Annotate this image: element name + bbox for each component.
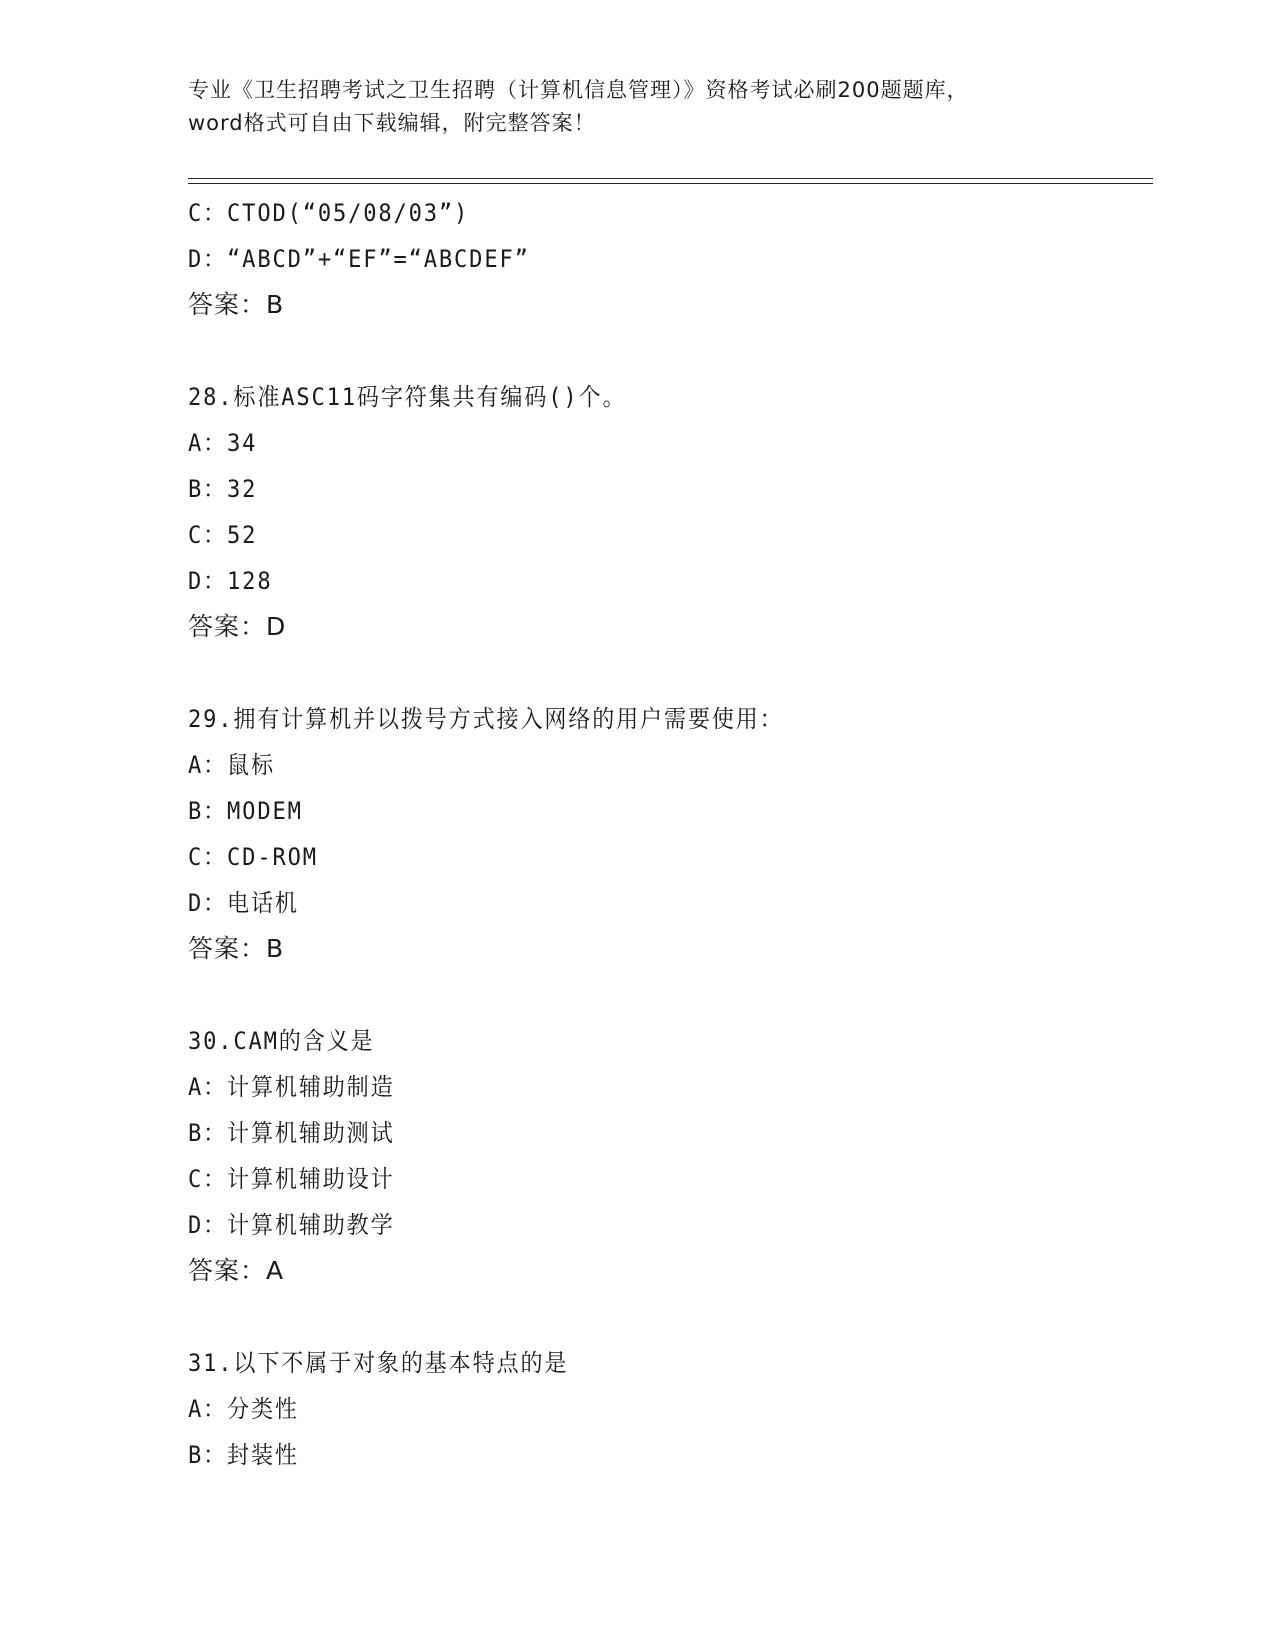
option-text: D：电话机 xyxy=(188,889,299,917)
question-text: 30.CAM的含义是 xyxy=(188,1027,375,1055)
block-spacer xyxy=(188,972,1148,1018)
block-spacer xyxy=(188,650,1148,696)
answer-text: 答案：A xyxy=(188,1256,285,1285)
block-spacer xyxy=(188,1294,1148,1340)
document-header xyxy=(188,74,1088,140)
header-divider-bottom xyxy=(188,183,1153,184)
question-text: 28.标准ASC11码字符集共有编码()个。 xyxy=(188,383,627,411)
answer-text: 答案：B xyxy=(188,934,285,963)
option-text: B：计算机辅助测试 xyxy=(188,1119,395,1147)
option-text: D：“ABCD”+“EF”=“ABCDEF” xyxy=(188,245,530,273)
question-list xyxy=(188,190,1148,1478)
header-divider-top xyxy=(188,178,1153,179)
option-text: B：封装性 xyxy=(188,1441,299,1469)
option-text: A：分类性 xyxy=(188,1395,299,1423)
answer-text: 答案：B xyxy=(188,290,285,319)
option-text: C：52 xyxy=(188,521,258,549)
question-text: 31.以下不属于对象的基本特点的是 xyxy=(188,1349,569,1377)
answer-text: 答案：D xyxy=(188,612,287,641)
question-text: 29.拥有计算机并以拨号方式接入网络的用户需要使用： xyxy=(188,705,784,733)
option-text: B：MODEM xyxy=(188,797,303,825)
option-text: C：CD-ROM xyxy=(188,843,318,871)
option-text: C：计算机辅助设计 xyxy=(188,1165,395,1193)
header-line-2: word格式可自由下载编辑，附完整答案！ xyxy=(188,111,596,135)
option-text: D：计算机辅助教学 xyxy=(188,1211,395,1239)
option-text: A：34 xyxy=(188,429,258,457)
block-spacer xyxy=(188,328,1148,374)
option-text: C：CTOD(“05/08/03”) xyxy=(188,199,470,227)
option-text: D：128 xyxy=(188,567,273,595)
option-text: A：计算机辅助制造 xyxy=(188,1073,395,1101)
header-line-1: 专业《卫生招聘考试之卫生招聘（计算机信息管理）》资格考试必刷200题题库， xyxy=(188,78,969,102)
option-text: B：32 xyxy=(188,475,258,503)
option-text: A：鼠标 xyxy=(188,751,275,779)
